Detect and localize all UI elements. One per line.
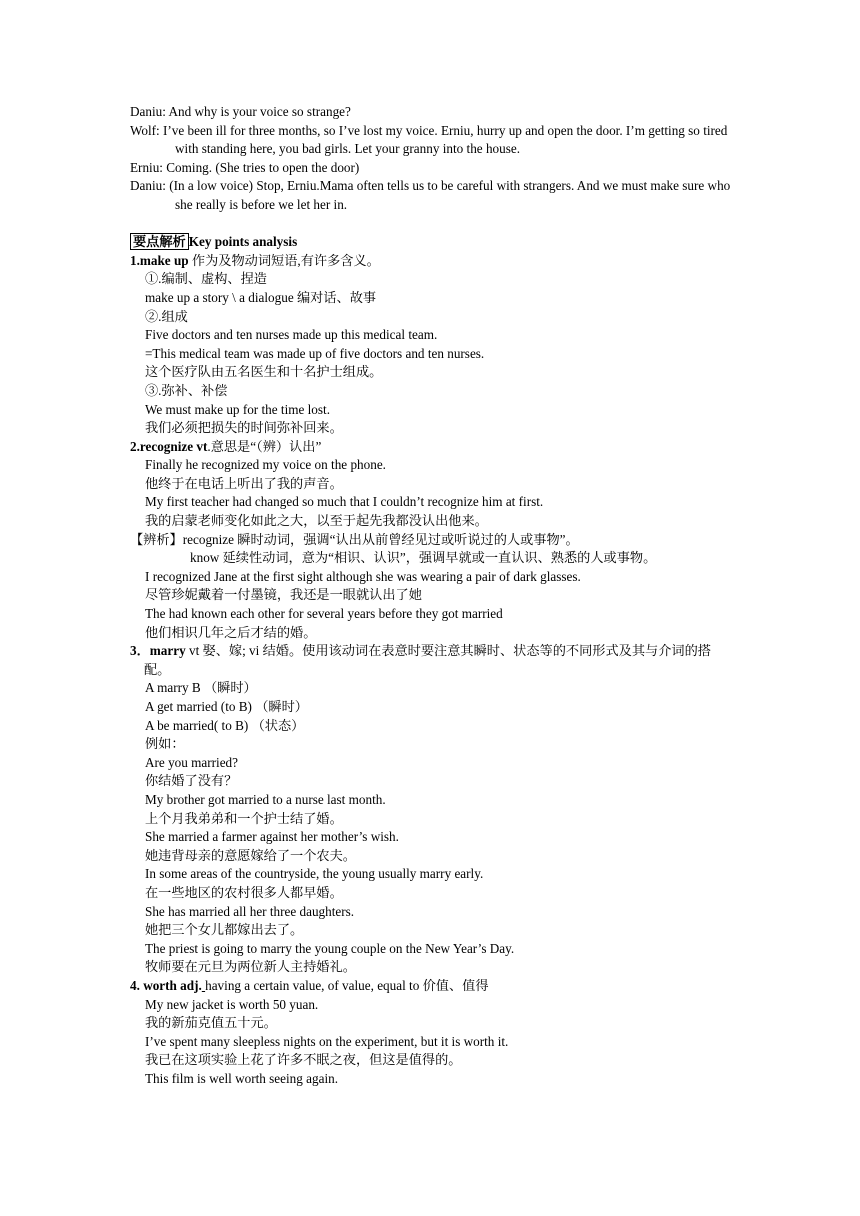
text-line: The priest is going to marry the young couple on the New Year’s Day. bbox=[145, 940, 515, 956]
speaker: Daniu: bbox=[130, 178, 166, 194]
text-line: 他们相识几年之后才结的婚。 bbox=[145, 624, 317, 640]
dialogue-text: And why is your voice so strange? bbox=[165, 104, 351, 119]
dialogue-text: (In a low voice) Stop, Erniu.Mama often tells us to be careful with strangers. And we must make sure who she really is before we let her in. bbox=[165, 178, 731, 212]
text-line: 我们必须把损失的时间弥补回来。 bbox=[145, 420, 343, 436]
point-heading bbox=[130, 977, 735, 996]
text-line: She married a farmer against her mother’s wish. bbox=[145, 829, 399, 845]
dialogue-line bbox=[130, 177, 735, 214]
text-line: 牧师要在元旦为两位新人主持婚礼。 bbox=[145, 959, 356, 975]
dialogue-text: I’ve been ill for three months, so I’ve lost my voice. Erniu, hurry up and open the door. I’m getting so tired with standing here, you bad girls. Let your granny into the house. bbox=[159, 122, 728, 157]
text-line: 她违背母亲的意愿嫁给了一个农夫。 bbox=[145, 847, 356, 863]
text-line: 我的启蒙老师变化如此之大，以至于起先我都没认出他来。 bbox=[145, 513, 488, 529]
text-line: Finally he recognized my voice on the phone. bbox=[145, 457, 386, 473]
text-line: My first teacher had changed so much that I couldn’t recognize him at first. bbox=[145, 494, 544, 510]
point-title: marry bbox=[149, 643, 186, 659]
text-line: This film is well worth seeing again. bbox=[145, 1070, 339, 1086]
point-description: vt 娶、嫁; vi 结婚。使用该动词在表意时要注意其瞬时、状态等的不同形式及其与介词的搭配。 bbox=[144, 643, 711, 677]
document-content bbox=[130, 103, 735, 1088]
text-line: 你结婚了没有？ bbox=[145, 773, 238, 789]
text-line: We must make up for the time lost. bbox=[145, 401, 330, 417]
text-line: 这个医疗队由五名医生和十名护士组成。 bbox=[145, 364, 383, 380]
text-line: In some areas of the countryside, the young usually marry early. bbox=[145, 866, 484, 882]
speaker: Wolf: bbox=[130, 122, 160, 138]
text-line: My brother got married to a nurse last month. bbox=[145, 791, 386, 807]
text-line: I’ve spent many sleepless nights on the experiment, but it is worth it. bbox=[145, 1033, 509, 1049]
text-line: A get married (to B) （瞬时） bbox=[145, 699, 308, 714]
text-line: She has married all her three daughters. bbox=[145, 903, 355, 919]
text-line: 【辨析】recognize 瞬时动词，强调“认出从前曾经见过或听说过的人或事物”。 bbox=[130, 531, 579, 547]
section-heading bbox=[130, 233, 735, 252]
text-line: 上个月我弟弟和一个护士结了婚。 bbox=[145, 810, 343, 826]
text-line: The had known each other for several years before they got married bbox=[145, 606, 503, 622]
dialogue-line bbox=[130, 103, 735, 122]
speaker: Daniu: bbox=[130, 104, 166, 119]
text-line: know 延续性动词，意为“相识、认识”，强调早就或一直认识、熟悉的人或事物。 bbox=[190, 550, 657, 566]
dialogue-line bbox=[130, 159, 735, 178]
point-heading bbox=[130, 642, 735, 679]
point-heading bbox=[130, 438, 735, 457]
text-line: make up a story \ a dialogue 编对话、故事 bbox=[145, 289, 377, 305]
point-number: 3． bbox=[130, 643, 150, 659]
point-title: 2.recognize vt bbox=[130, 438, 208, 454]
dialogue-text: Coming. (She tries to open the door) bbox=[162, 159, 360, 175]
text-line: Are you married? bbox=[145, 754, 239, 770]
text-line: 尽管珍妮戴着一付墨镜，我还是一眼就认出了她 bbox=[145, 587, 422, 603]
point-title: 4. worth adj. bbox=[130, 977, 202, 993]
point-description: .意思是“（辨）认出” bbox=[207, 438, 322, 454]
text-line: A marry B （瞬时） bbox=[145, 680, 257, 696]
speaker: Erniu: bbox=[130, 159, 163, 175]
section-title: Key points analysis bbox=[188, 234, 298, 250]
section-box-label: 要点解析 bbox=[130, 233, 189, 250]
text-line: 他终于在电话上听出了我的声音。 bbox=[145, 475, 343, 491]
point-description: 作为及物动词短语,有许多含义。 bbox=[188, 252, 380, 268]
text-line: I recognized Jane at the first sight although she was wearing a pair of dark glasses. bbox=[145, 568, 581, 584]
text-line: =This medical team was made up of five doctors and ten nurses. bbox=[145, 345, 485, 361]
text-line: A be married( to B) （状态） bbox=[145, 717, 305, 733]
text-line: ①.编制、虚构、捏造 bbox=[145, 271, 267, 287]
text-line: 在一些地区的农村很多人都早婚。 bbox=[145, 884, 343, 900]
text-line: Five doctors and ten nurses made up this medical team. bbox=[145, 327, 438, 343]
text-line: 我已在这项实验上花了许多不眠之夜，但这是值得的。 bbox=[145, 1052, 462, 1068]
dialogue-line bbox=[130, 122, 735, 159]
point-title: 1.make up bbox=[130, 252, 189, 268]
text-line: 我的新茄克值五十元。 bbox=[145, 1015, 277, 1031]
text-line: ③.弥补、补偿 bbox=[145, 382, 228, 398]
point-heading bbox=[130, 252, 735, 271]
text-line: 她把三个女儿都嫁出去了。 bbox=[145, 922, 304, 938]
text-line: 例如： bbox=[145, 736, 185, 752]
spacer bbox=[130, 215, 735, 234]
text-line: My new jacket is worth 50 yuan. bbox=[145, 996, 319, 1012]
text-line: ②.组成 bbox=[145, 308, 188, 324]
point-description: having a certain value, of value, equal to 价值、值得 bbox=[205, 977, 489, 993]
